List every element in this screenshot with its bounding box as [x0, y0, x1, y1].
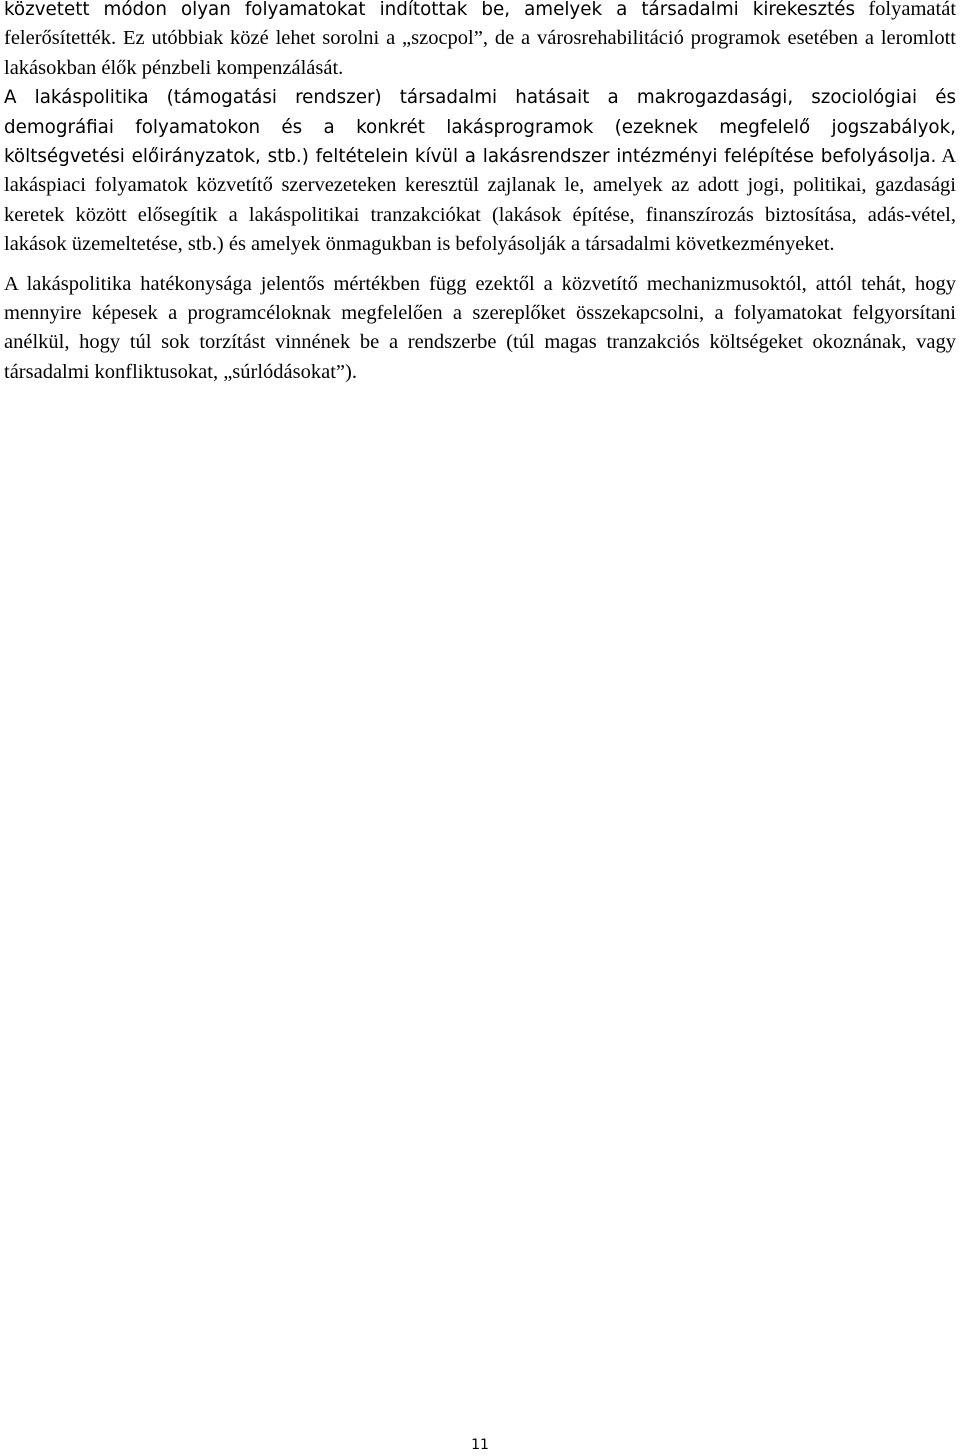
paragraph-1-part-b: folyamatát felerősítették. Ez utóbbiak közé lehet sorolni a „szocpol”, de a városrehabilitáció programok esetében a leromlott lakásokban élők pénzbeli kompenzálását.	[4, 0, 957, 79]
paragraph-1	[4, 0, 956, 83]
paragraph-1-part-a: közvetett módon olyan folyamatokat indítottak be, amelyek a társadalmi kirekesztés	[4, 0, 856, 20]
paragraph-2	[4, 83, 956, 259]
document-page	[4, 0, 956, 387]
paragraph-3: A lakáspolitika hatékonysága jelentős mértékben függ ezektől a közvetítő mechanizmusoktól, attól tehát, hogy mennyire képesek a programcéloknak megfelelően a szereplőket összekapcsolni, a folyamatokat felgyorsítani anélkül, hogy túl sok torzítást vinnének be a rendszerbe (túl magas tranzakciós költségeket okoznának, vagy társadalmi konfliktusokat, „súrlódásokat”).	[4, 272, 956, 383]
paragraph-2-part-a: A lakáspolitika (támogatási rendszer) társadalmi hatásait a makrogazdasági, szociológiai és demográfiai folyamatokon és a konkrét lakásprogramok (ezeknek megfelelő jogszabályok, költségvetési előirányzatok, stb.) feltételein kívül a lakásrendszer intézményi felépítése befolyásolja.	[4, 87, 956, 168]
page-number: 11	[471, 1437, 489, 1453]
paragraph-2-part-b: A lakáspiaci folyamatok közvetítő szervezeteken keresztül zajlanak le, amelyek az adott jogi, politikai, gazdasági keretek között elősegítik a lakáspolitikai tranzakciókat (lakások építése, finanszírozás biztosítása, adás-vétel, lakások üzemeltetése, stb.) és amelyek önmagukban is befolyásolják a társadalmi következményeket.	[4, 145, 956, 256]
